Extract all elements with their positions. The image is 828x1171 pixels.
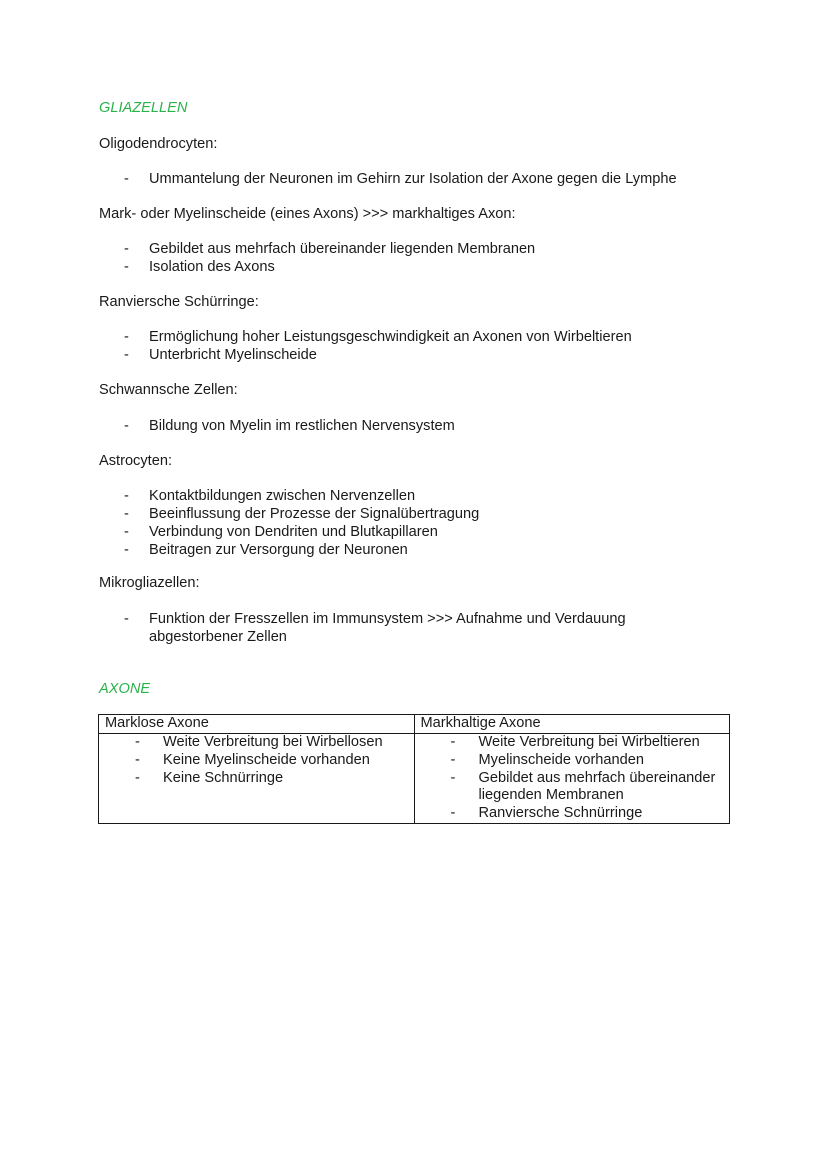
list-item: - Beeinflussung der Prozesse der Signalübertragung (120, 505, 479, 523)
list-item: - Ummantelung der Neuronen im Gehirn zur Isolation der Axone gegen die Lymphe (120, 170, 677, 188)
list-item: - Weite Verbreitung bei Wirbeltieren (443, 734, 724, 752)
list-item: - Ermöglichung hoher Leistungsgeschwindigkeit an Axonen von Wirbeltieren (120, 328, 632, 346)
table-cell-markhaltige-axone (414, 734, 730, 824)
gliazellen-heading: GLIAZELLEN (99, 100, 188, 116)
list-item: - Myelinscheide vorhanden (443, 752, 724, 770)
bullet-list-myelinscheide (120, 240, 535, 276)
section-label-myelinscheide: Mark- oder Myelinscheide (eines Axons) >>> markhaltiges Axon: (99, 206, 516, 222)
list-item: - Gebildet aus mehrfach übereinander liegenden Membranen (120, 240, 535, 258)
markhaltige-axone-list (421, 734, 724, 823)
list-item: - Kontaktbildungen zwischen Nervenzellen (120, 487, 479, 505)
table-cell-marklose-axone (99, 734, 415, 824)
list-item: - Keine Schnürringe (127, 770, 408, 788)
section-label-oligodendrocyten: Oligodendrocyten: (99, 136, 218, 152)
list-item: - Beitragen zur Versorgung der Neuronen (120, 541, 479, 559)
axone-comparison-table (98, 714, 730, 824)
bullet-list-oligodendrocyten (120, 170, 677, 188)
list-item: - Unterbricht Myelinscheide (120, 346, 632, 364)
section-label-schwannsche-zellen: Schwannsche Zellen: (99, 382, 238, 398)
list-item: - Bildung von Myelin im restlichen Nervensystem (120, 417, 455, 435)
table-row (99, 734, 730, 824)
column-header-markhaltige-axone: Markhaltige Axone (414, 715, 730, 734)
list-item: - Ranviersche Schnürringe (443, 805, 724, 823)
section-label-mikrogliazellen: Mikrogliazellen: (99, 575, 200, 591)
list-item: - Weite Verbreitung bei Wirbellosen (127, 734, 408, 752)
bullet-list-schwannsche-zellen (120, 417, 455, 435)
section-label-ranviersche-schuerringe: Ranviersche Schürringe: (99, 294, 259, 310)
table-header-row (99, 715, 730, 734)
bullet-list-ranviersche-schuerringe (120, 328, 632, 364)
section-label-astrocyten: Astrocyten: (99, 453, 172, 469)
list-item: - Keine Myelinscheide vorhanden (127, 752, 408, 770)
column-header-marklose-axone: Marklose Axone (99, 715, 415, 734)
list-item: - Isolation des Axons (120, 258, 535, 276)
bullet-list-astrocyten (120, 487, 479, 559)
bullet-list-mikrogliazellen (120, 610, 669, 646)
list-item: - Funktion der Fresszellen im Immunsystem >>> Aufnahme und Verdauung abgestorbener Zellen (120, 610, 669, 646)
axone-heading: AXONE (99, 681, 151, 697)
marklose-axone-list (105, 734, 408, 787)
list-item: - Verbindung von Dendriten und Blutkapillaren (120, 523, 479, 541)
list-item: - Gebildet aus mehrfach übereinander liegenden Membranen (443, 770, 724, 806)
